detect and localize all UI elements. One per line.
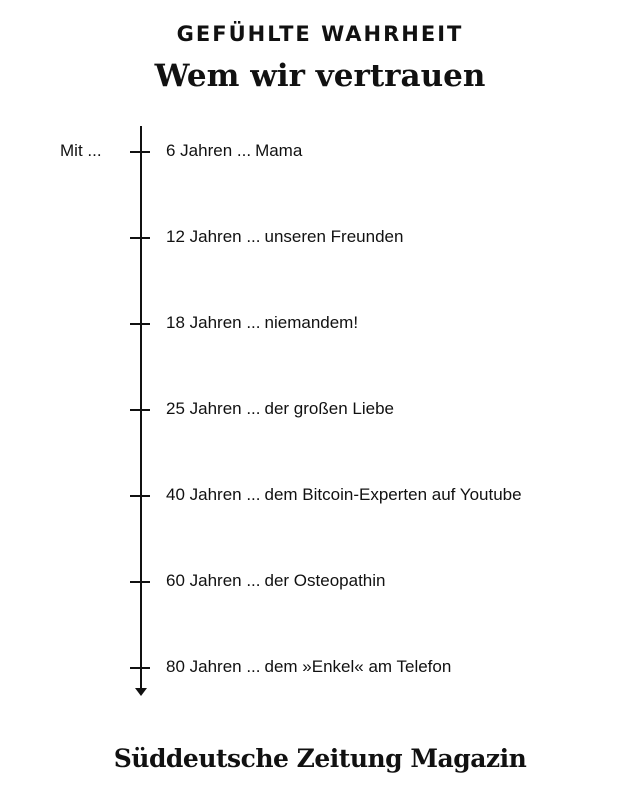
timeline-item-text bbox=[166, 657, 451, 677]
timeline-tick bbox=[130, 409, 150, 411]
publisher-logo: Süddeutsche Zeitung Magazin bbox=[113, 744, 527, 773]
timeline-age: 40 Jahren ... bbox=[166, 485, 261, 504]
timeline-age: 18 Jahren ... bbox=[166, 313, 261, 332]
timeline-age: 12 Jahren ... bbox=[166, 227, 261, 246]
timeline-item bbox=[130, 227, 630, 249]
timeline-item-text bbox=[166, 399, 394, 419]
timeline-item bbox=[130, 141, 630, 163]
timeline-whom: dem »Enkel« am Telefon bbox=[264, 657, 452, 676]
timeline-item-text bbox=[166, 313, 358, 333]
timeline-item bbox=[130, 313, 630, 335]
timeline-whom: der Osteopathin bbox=[264, 571, 386, 590]
timeline-whom: der großen Liebe bbox=[264, 399, 394, 418]
timeline-age: 6 Jahren ... bbox=[166, 141, 252, 160]
timeline-item-text bbox=[166, 485, 522, 505]
timeline-whom: niemandem! bbox=[264, 313, 359, 332]
timeline-tick bbox=[130, 667, 150, 669]
timeline-tick bbox=[130, 151, 150, 153]
timeline-item-text bbox=[166, 571, 385, 591]
timeline-item bbox=[130, 657, 630, 679]
timeline-tick bbox=[130, 323, 150, 325]
kicker-heading: GEFÜHLTE WAHRHEIT bbox=[176, 22, 464, 46]
timeline-tick bbox=[130, 237, 150, 239]
timeline-age: 25 Jahren ... bbox=[166, 399, 261, 418]
page-title: Wem wir vertrauen bbox=[154, 58, 486, 94]
timeline-item bbox=[130, 485, 630, 507]
arrow-down-icon bbox=[135, 688, 147, 696]
timeline-item bbox=[130, 399, 630, 421]
timeline-age: 80 Jahren ... bbox=[166, 657, 261, 676]
timeline-age: 60 Jahren ... bbox=[166, 571, 261, 590]
timeline-whom: unseren Freunden bbox=[264, 227, 404, 246]
timeline-item-text bbox=[166, 227, 403, 247]
timeline-tick bbox=[130, 581, 150, 583]
timeline-whom: dem Bitcoin-Experten auf Youtube bbox=[264, 485, 522, 504]
timeline-item bbox=[130, 571, 630, 593]
timeline-item-text bbox=[166, 141, 302, 161]
timeline-tick bbox=[130, 495, 150, 497]
timeline-whom: Mama bbox=[255, 141, 303, 160]
timeline-prefix: Mit ... bbox=[60, 141, 102, 160]
